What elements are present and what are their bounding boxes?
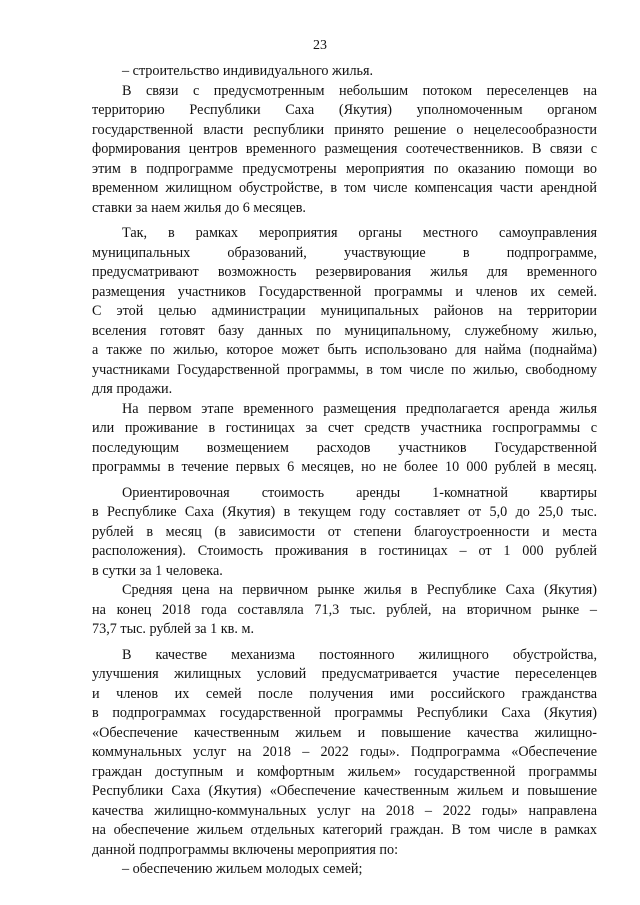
text-line: в Республике Саха (Якутия) в текущем году составляет от 5,0 до 25,0 тыс.: [92, 504, 597, 520]
text-line: на обеспечение жильем отдельных категорий граждан. В том числе в рамках: [92, 822, 597, 838]
text-line: а также по жилью, которое может быть использовано для найма (поднайма): [92, 342, 597, 358]
text-line: качества жилищно-коммунальных услуг на 2018 – 2022 годы» направлена: [92, 802, 597, 819]
text-line: 73,7 тыс. рублей за 1 кв. м.: [92, 621, 254, 637]
text-line: временном жилищном обустройстве, в том числе компенсация части арендной: [92, 180, 597, 196]
text-line: на конец 2018 года составляла 71,3 тыс. рублей, на вторичном рынке –: [92, 601, 597, 618]
text-line: вселения готовят базу данных по муниципальному, служебному жилью,: [92, 322, 597, 339]
text-line: – строительство индивидуального жилья.: [122, 63, 374, 79]
text-line: На первом этапе временного размещения предполагается аренда жилья: [122, 400, 597, 417]
text-line: Средняя цена на первичном рынке жилья в Республике Саха (Якутия): [122, 582, 597, 598]
text-line: улучшения жилищных условий предусматривается участие переселенцев: [92, 666, 597, 682]
page-number: 23: [313, 38, 327, 53]
text-line: данной подпрограммы включены мероприятия по:: [92, 841, 399, 858]
text-line: расположения). Стоимость проживания в гостиницах – от 1 000 рублей: [92, 543, 597, 559]
text-line: государственной власти республики принято решение о нецелесообразности: [92, 121, 597, 138]
text-line: Ориентировочная стоимость аренды 1-комнатной квартиры: [122, 484, 597, 501]
text-line: В качестве механизма постоянного жилищного обустройства,: [122, 646, 597, 663]
text-line: территорию Республики Саха (Якутия) уполномоченным органом: [92, 102, 597, 118]
text-line: в сутки за 1 человека.: [92, 562, 223, 579]
text-line: участниками Государственной программы, в том числе по жилью, свободному: [92, 361, 597, 378]
text-line: ставки за наем жилья до 6 месяцев.: [92, 199, 306, 216]
text-line: предусматривают возможность резервирования жилья для временного: [92, 264, 597, 280]
text-line: формирования центров временного размещения соотечественников. В связи с: [92, 141, 597, 157]
text-line: или проживание в гостиницах за счет средств участника госпрограммы с: [92, 420, 597, 436]
text-line: В связи с предусмотренным небольшим потоком переселенцев на: [122, 82, 597, 99]
text-line: «Обеспечение качественным жильем и повышение качества жилищно-: [92, 724, 597, 741]
text-line: коммунальных услуг на 2018 – 2022 годы». Подпрограмма «Обеспечение: [92, 744, 597, 760]
text-line: и членов их семей после получения ими российского гражданства: [92, 685, 597, 702]
text-line: для продажи.: [92, 381, 173, 397]
text-line: – обеспечению жильем молодых семей;: [122, 861, 363, 877]
text-line: программы в течение первых 6 месяцев, но не более 10 000 рублей в месяц.: [92, 459, 597, 475]
text-line: муниципальных образований, участвующие в подпрограмме,: [92, 244, 597, 261]
text-line: размещения участников Государственной программы и членов их семей.: [92, 283, 597, 300]
text-line: С этой целью администрации муниципальных районов на территории: [92, 303, 597, 319]
document-body: [92, 62, 597, 880]
text-line: Так, в рамках мероприятия органы местного самоуправления: [122, 225, 597, 241]
text-line: последующим возмещением расходов участников Государственной: [92, 439, 597, 456]
text-line: этим в подпрограмме предусмотрены мероприятия по оказанию помощи во: [92, 160, 597, 177]
text-line: граждан доступным и комфортным жильем» государственной программы: [92, 763, 597, 780]
text-line: в подпрограммах государственной программы Республики Саха (Якутия): [92, 705, 597, 721]
text-line: Республики Саха (Якутия) «Обеспечение качественным жильем и повышение: [92, 783, 597, 799]
text-line: рублей в месяц (в зависимости от степени благоустроенности и места: [92, 523, 597, 540]
